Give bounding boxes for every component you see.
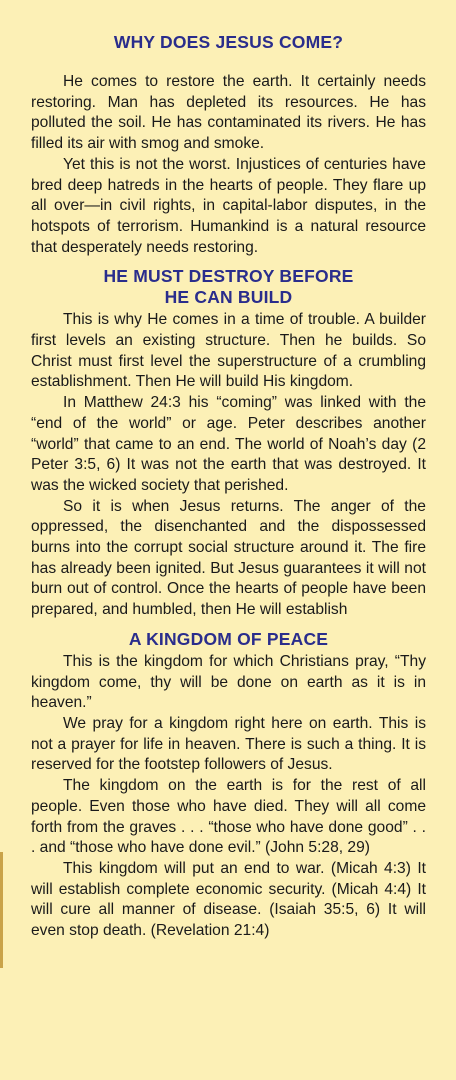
heading-line: HE CAN BUILD [164,287,293,308]
paragraph: The kingdom on the earth is for the rest of all people. Even those who have died. They will all come forth from the graves . . . “those who have done good” . . . and “those who have done evil.” (John 5:28, 29) [31,777,426,857]
section-heading: A KINGDOM OF PEACE [128,628,329,649]
paragraph: In Matthew 24:3 his “coming” was linked with the “end of the world” or age. Peter describes another “world” that came to an end. The world of Noah’s day (2 Peter 3:5, 6) It was not the earth that was destroyed. It was the wicked society that perished. [31,394,426,494]
section-heading [31,266,426,308]
heading-line: HE MUST DESTROY BEFORE [103,266,354,287]
paragraph: This kingdom will put an end to war. (Micah 4:3) It will establish complete economic security. (Micah 4:4) It will cure all manner of disease. (Isaiah 35:5, 6) It will even stop death. (Revelation 21:4) [31,859,426,940]
section-kingdom-of-peace [31,629,426,942]
paragraph: We pray for a kingdom right here on earth. This is not a prayer for life in heaven. There is such a thing. It is reserved for the footstep followers of Jesus. [31,714,426,774]
paragraph: Yet this is not the worst. Injustices of centuries have bred deep hatreds in the hearts of people. They flare up all over—in civil rights, in capital-labor disputes, in the hotspots of terrorism. Humankind is a natural resource that desperately needs restoring. [31,155,426,256]
paragraph: So it is when Jesus returns. The anger of the oppressed, the disenchanted and the dispossessed burns into the corrupt social structure around it. The fire has already been ignited. But Jesus guarantees it will not burn out of control. Once the hearts of people have been prepared, and humbled, then He will establish [31,497,426,619]
section-why-does-jesus-come [31,32,426,258]
paragraph: This is why He comes in a time of trouble. A builder first levels an existing structure. Then he builds. So Christ must first level the superstructure of a crumbling establishment. Then He will build His kingdom. [31,311,426,391]
section-heading: WHY DOES JESUS COME? [113,32,344,52]
section-destroy-before-build [31,266,426,621]
paragraph: He comes to restore the earth. It certainly needs restoring. Man has depleted its resources. He has polluted the soil. He has contaminated its rivers. He has filled its air with smog and smoke. [31,73,426,153]
paragraph: This is the kingdom for which Christians pray, “Thy kingdom come, thy will be done on earth as it is in heaven.” [31,652,426,712]
page-edge-mark [0,852,3,968]
